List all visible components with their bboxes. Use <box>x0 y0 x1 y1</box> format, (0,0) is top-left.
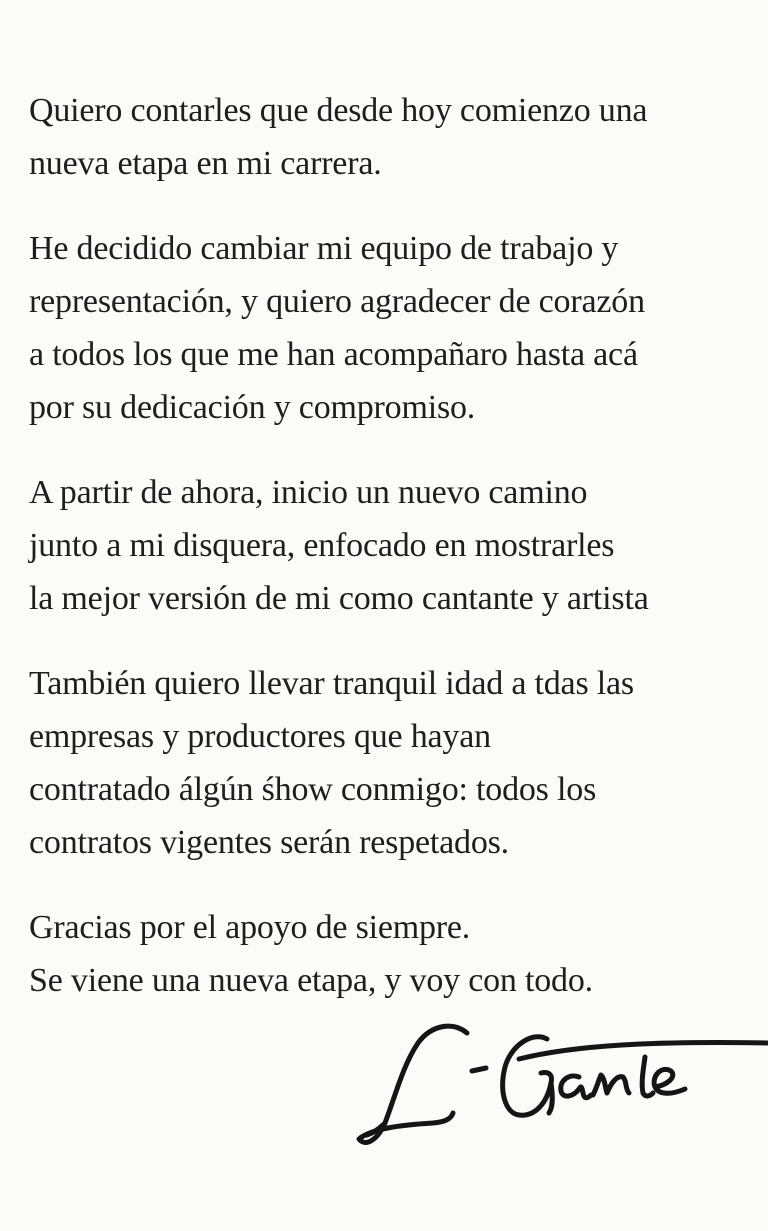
text-line: la mejor versión de mi como cantante y artista <box>29 580 649 617</box>
text-line: contratado álgún śhow conmigo: todos los <box>29 771 597 808</box>
paragraph-contracts <box>29 657 768 869</box>
text-line: A partir de ahora, inicio un nuevo camino <box>29 474 588 511</box>
paragraph-closing <box>29 901 768 1007</box>
text-line: contratos vigentes serán respetados. <box>29 824 509 861</box>
text-line: a todos los que me han acompañaro hasta acá <box>29 336 638 373</box>
handwritten-signature <box>355 1015 768 1155</box>
text-line: por su dedicación y compromiso. <box>29 389 476 426</box>
text-line: nueva etapa en mi carrera. <box>29 145 382 182</box>
paragraph-intro <box>29 84 768 190</box>
text-line: representación, y quiero agradecer de corazón <box>29 283 645 320</box>
text-line: empresas y productores que hayan <box>29 718 491 755</box>
signature-drawing <box>355 1015 768 1155</box>
text-line: Gracias por el apoyo de siempre. <box>29 909 471 946</box>
text-line: Quiero contarles que desde hoy comienzo una <box>29 92 648 129</box>
paragraph-team-change <box>29 222 768 434</box>
text-line: junto a mi disquera, enfocado en mostrarles <box>29 527 615 564</box>
paragraph-new-path <box>29 466 768 625</box>
text-line: He decidido cambiar mi equipo de trabajo y <box>29 230 619 267</box>
text-line: Se viene una nueva etapa, y voy con todo. <box>29 962 593 999</box>
letter-body <box>29 84 768 1039</box>
text-line: También quiero llevar tranquil idad a tdas las <box>29 665 634 702</box>
